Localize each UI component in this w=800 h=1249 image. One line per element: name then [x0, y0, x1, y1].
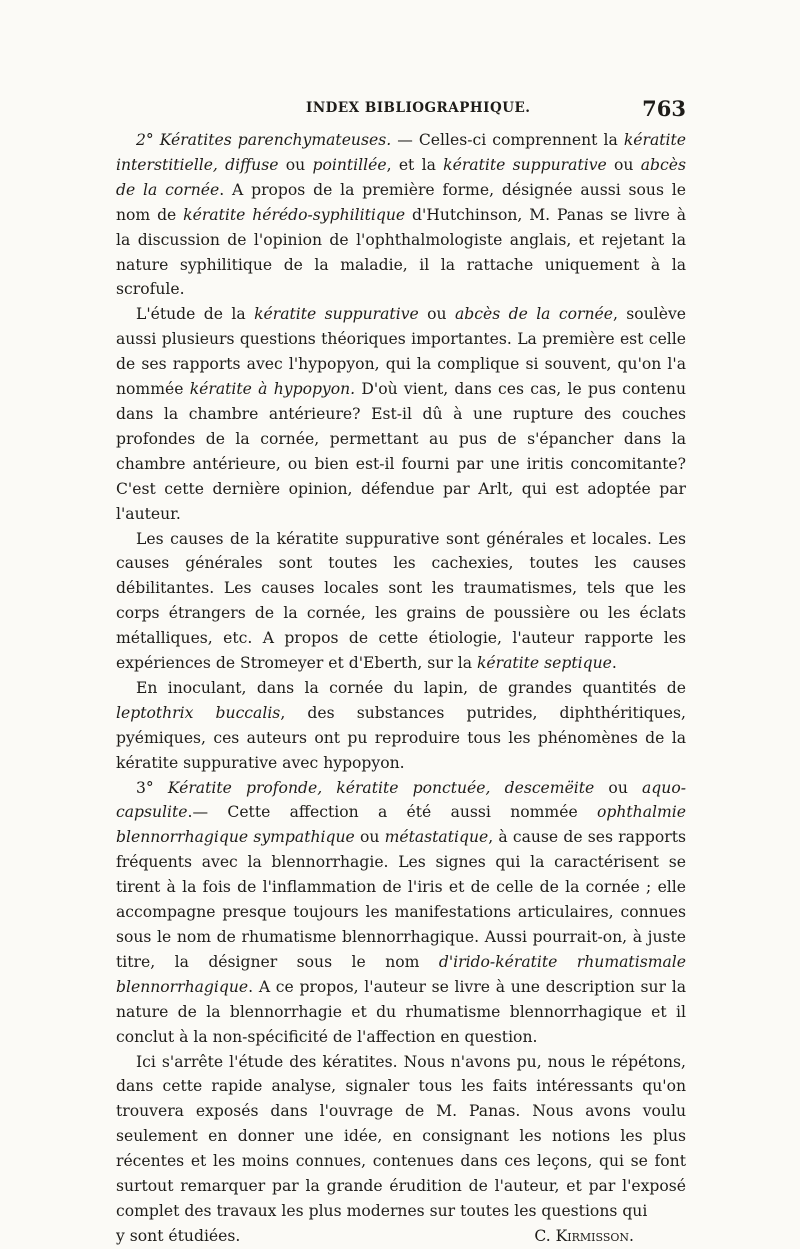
italic-text-run: kératite suppurative — [443, 155, 607, 174]
running-head — [116, 96, 686, 126]
text-run: , et la — [386, 155, 444, 174]
italic-text-run: leptothrix buccalis — [116, 703, 281, 722]
paragraph-causes — [116, 527, 686, 676]
italic-text-run: pointillée — [312, 155, 387, 174]
italic-text-run: aquo-capsulite — [116, 778, 686, 822]
page — [116, 96, 686, 1249]
text-run: ou — [594, 778, 643, 797]
text-run: — Celles-ci comprennent la — [391, 131, 624, 149]
text-run: . A propos de la première forme, désignée aussi sous le nom de — [116, 180, 686, 224]
italic-text-run: kératite suppurative — [254, 305, 419, 324]
text-run: .— Cette affection a été aussi nommée — [187, 803, 597, 822]
paragraph-keratite-profonde — [116, 776, 686, 1050]
text-run: Les causes de la kératite suppurative sont générales et locales. Les causes générales sont toutes les cachexies, toutes les causes débilitantes. Les causes locales sont les traumatismes, tels que les corps étrangers de la cornée, les grains de poussière ou les éclats métalliques, etc. A propos de cette étiologie, l'auteur rapporte les expériences de Stromeyer et d'Eberth, sur la — [116, 529, 686, 673]
closing-text: y sont étudiées. — [116, 1226, 241, 1245]
text-run: 3° — [136, 778, 168, 797]
running-head-title: INDEX BIBLIOGRAPHIQUE. — [306, 100, 531, 116]
paragraph-keratite-suppurative — [116, 302, 686, 526]
italic-text-run: kératite interstitielle, diffuse — [116, 131, 686, 174]
text-run: , soulève aussi plusieurs questions théoriques importantes. La première est celle de ses rapports avec l'hypopyon, qui la complique si souvent, qu'on l'a nommée — [116, 305, 686, 399]
text-run: , à cause de ses rapports fréquents avec la blennorrhagie. Les signes qui la caractérisent se tirent à la fois de l'inflammation de l'iris et de celle de la cornée ; elle accompagne presque toujours les manifestations articulaires, connues sous le nom de rhumatisme blennorrhagique. Aussi pourrait-on, à juste titre, la désigner sous le nom — [116, 828, 686, 971]
italic-text-run: d'irido-kératite rhumatismale blennorrhagique — [116, 952, 686, 996]
page-number: 763 — [642, 96, 686, 121]
italic-text-run: kératite hérédo-syphilitique — [183, 205, 406, 224]
text-run: ou — [418, 305, 455, 324]
text-run: D'où vient, dans ces cas, le pus contenu dans la chambre antérieure? Est-il dû à une rupture des couches profondes de la cornée, permettant au pus de s'épancher dans la chambre antérieure, ou bien est-il fourni par une iritis concomitante? C'est cette dernière opinion, défendue par Arlt, qui est adoptée par l'auteur. — [116, 380, 687, 523]
text-run: ou — [278, 155, 313, 174]
paragraph-conclusion — [116, 1050, 686, 1224]
italic-text-run: Kératite profonde, kératite ponctuée, descemëite — [167, 778, 595, 797]
text-run: ou — [606, 155, 641, 174]
text-run: . — [611, 654, 617, 673]
italic-text-run: 2° Kératites parenchymateuses. — [136, 131, 392, 149]
signature-line — [116, 1224, 686, 1249]
paragraph-keratites-parenchymateuses — [116, 128, 686, 302]
text-run: Ici s'arrête l'étude des kératites. Nous n'avons pu, nous le répétons, dans cette rapide analyse, signaler tous les faits intéressants qu'on trouvera exposés dans l'ouvrage de M. Panas. Nous avons voulu seulement en donner une idée, en consignant les notions les plus récentes et les moins connues, contenues dans ces leçons, qui se font surtout remarquer par la grande érudition de l'auteur, et par l'exposé complet des travaux les plus modernes sur toutes les questions qui — [116, 1052, 686, 1220]
text-run: , des substances putrides, diphthéritiques, pyémiques, ces auteurs ont pu reproduire tous les phénomènes de la kératite suppurative avec hypopyon. — [116, 703, 686, 772]
text-run: ou — [354, 828, 385, 847]
author-signature: C. Kirmisson. — [534, 1226, 634, 1245]
paragraph-inoculation — [116, 676, 686, 776]
italic-text-run: métastatique — [384, 828, 489, 847]
text-run: L'étude de la — [136, 305, 255, 324]
italic-text-run: kératite septique — [476, 654, 612, 673]
body-text — [116, 128, 686, 1224]
text-run: d'Hutchinson, M. Panas se livre à la discussion de l'opinion de l'ophthalmologiste anglais, et rejetant la nature syphilitique de la maladie, il la rattache uniquement à la scrofule. — [116, 205, 687, 299]
italic-text-run: abcès de la cornée — [116, 155, 686, 199]
text-run: . A ce propos, l'auteur se livre à une description sur la nature de la blennorrhagie et du rhumatisme blennorrhagique et il conclut à la non-spécificité de l'affection en question. — [116, 977, 686, 1046]
italic-text-run: kératite à hypopyon. — [189, 380, 356, 399]
italic-text-run: abcès de la cornée — [454, 305, 613, 324]
text-run: En inoculant, dans la cornée du lapin, de grandes quantités de — [136, 678, 686, 697]
italic-text-run: ophthalmie blennorrhagique sympathique — [116, 803, 686, 847]
